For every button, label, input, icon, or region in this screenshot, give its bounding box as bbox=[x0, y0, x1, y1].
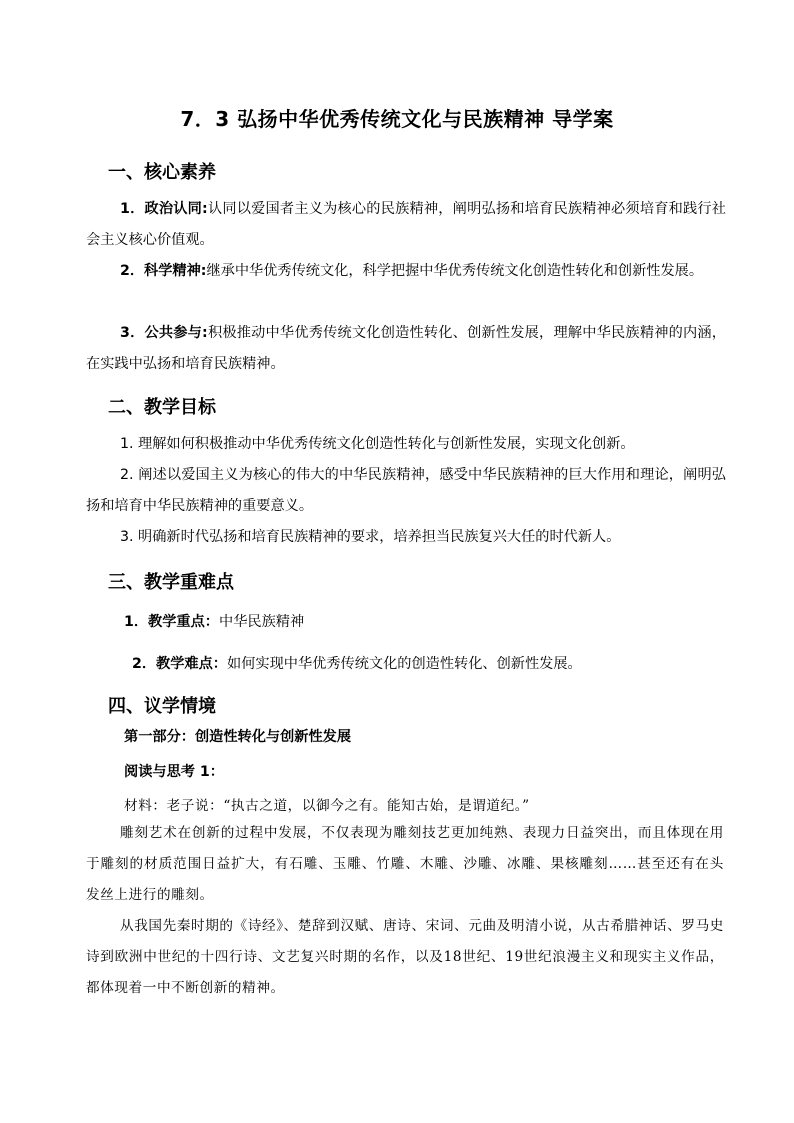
part-one-heading: 第一部分：创造性转化与创新性发展 bbox=[124, 729, 352, 745]
item-text: 继承中华优秀传统文化，科学把握中华优秀传统文化创造性转化和创新性发展。 bbox=[206, 263, 704, 279]
item-text: 积极推动中华优秀传统文化创造性转化、创新性发展，理解中华民族精神的内涵，在实践中弘扬和培育民族精神。 bbox=[86, 325, 726, 372]
reading-thinking-heading: 阅读与思考 1： bbox=[124, 764, 224, 780]
material-paragraph-literature: 从我国先秦时期的《诗经》、楚辞到汉赋、唐诗、宋词、元曲及明清小说，从古希腊神话、罗马史诗到欧洲中世纪的十四行诗、文艺复兴时期的名作，以及18世纪、19世纪浪漫主义和现实主义作品，都体现着一中不断创新的精神。 bbox=[86, 918, 724, 996]
teaching-goal-3: 3. 明确新时代弘扬和培育民族精神的要求，培养担当民族复兴大任的时代新人。 bbox=[120, 529, 621, 545]
teaching-key-point bbox=[124, 611, 304, 631]
material-quote: 材料：老子说：“执古之道，以御今之有。能知古始，是谓道纪。” bbox=[124, 798, 530, 814]
teaching-goal-1: 1. 理解如何积极推动中华优秀传统文化创造性转化与创新性发展，实现文化创新。 bbox=[120, 436, 635, 452]
teaching-difficult-point bbox=[132, 653, 582, 673]
item-label: 1．政治认同: bbox=[120, 201, 208, 217]
difficult-point-label: 2．教学难点： bbox=[132, 656, 227, 672]
teaching-goal-2: 2. 阐述以爱国主义为核心的伟大的中华民族精神，感受中华民族精神的巨大作用和理论，阐明弘扬和培育中华民族精神的重要意义。 bbox=[86, 467, 726, 514]
section-heading-key-difficult: 三、教学重难点 bbox=[108, 572, 234, 593]
core-literacy-item-3 bbox=[86, 318, 726, 380]
difficult-point-text: 如何实现中华优秀传统文化的创造性转化、创新性发展。 bbox=[227, 656, 582, 672]
section-heading-teaching-goals: 二、教学目标 bbox=[108, 397, 216, 418]
core-literacy-item-2 bbox=[86, 256, 726, 287]
page-title: 7．3 弘扬中华优秀传统文化与民族精神 导学案 bbox=[180, 107, 614, 131]
item-text: 认同以爱国者主义为核心的民族精神，阐明弘扬和培育民族精神必须培育和践行社会主义核心价值观。 bbox=[86, 201, 726, 248]
section-heading-scenario: 四、议学情境 bbox=[108, 696, 216, 717]
item-label: 3．公共参与: bbox=[120, 325, 208, 341]
key-point-label: 1．教学重点： bbox=[124, 614, 219, 630]
section-heading-core-literacy: 一、核心素养 bbox=[108, 162, 216, 183]
core-literacy-item-1 bbox=[86, 194, 726, 256]
item-label: 2．科学精神: bbox=[120, 263, 207, 279]
material-paragraph-carving: 雕刻艺术在创新的过程中发展，不仅表现为雕刻技艺更加纯熟、表现力日益突出，而且体现在用于雕刻的材质范围日益扩大，有石雕、玉雕、竹雕、木雕、沙雕、冰雕、果核雕刻……甚至还有在头发丝上进行的雕刻。 bbox=[86, 825, 724, 903]
key-point-text: 中华民族精神 bbox=[219, 614, 305, 630]
